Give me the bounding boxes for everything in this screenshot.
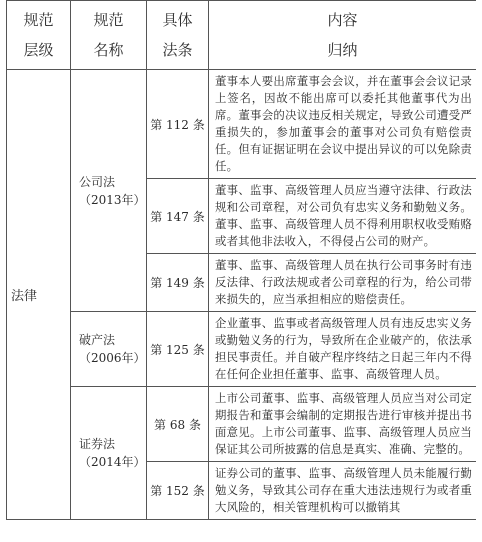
content-cell: 董事本人要出席董事会会议，并在董事会会议记录上签名，因故不能出席可以委托其他董事代为出席。董事会的决议违反相关规定，导致公司遭受严重损失的，参加董事会的董事对公司负有赔偿责任。但有证据证明在会议中提出异议的可以免除责任。 [209, 70, 477, 179]
header-article: 具体 法条 [147, 1, 209, 70]
content-cell: 证券公司的董事、监事、高级管理人员未能履行勤勉义务，导致其公司存在重大违法违规行为或者重大风险的，相关管理机构可以撤销其 [209, 462, 477, 520]
content-cell: 上市公司董事、监事、高级管理人员应当对公司定期报告和董事会编制的定期报告进行审核并提出书面意见。上市公司董事、监事、高级管理人员应当保证其公司所披露的信息是真实、准确、完整的。 [209, 387, 477, 462]
table-row [7, 70, 477, 179]
article-cell: 第 149 条 [147, 254, 209, 312]
level-cell: 法律 [7, 70, 71, 520]
article-cell: 第 68 条 [147, 387, 209, 462]
header-name: 规范 名称 [71, 1, 147, 70]
content-cell: 董事、监事、高级管理人员应当遵守法律、行政法规和公司章程，对公司负有忠实义务和勤勉义务。董事、监事、高级管理人员不得利用职权收受贿赂或者其他非法收入，不得侵占公司的财产。 [209, 179, 477, 254]
law-name-company: 公司法（2013年） [71, 70, 147, 312]
regulation-table-frame [6, 0, 476, 542]
law-name-bankruptcy: 破产法（2006年） [71, 312, 147, 387]
header-content: 内容 归纳 [209, 1, 477, 70]
law-name-securities: 证券法（2014年） [71, 387, 147, 520]
header-level: 规范 层级 [7, 1, 71, 70]
regulation-table [6, 0, 476, 520]
article-cell: 第 112 条 [147, 70, 209, 179]
content-cell: 企业董事、监事或者高级管理人员有违反忠实义务或勤勉义务的行为，导致所在企业破产的，依法承担民事责任。并自破产程序终结之日起三年内不得在任何企业担任董事、监事、高级管理人员。 [209, 312, 477, 387]
article-cell: 第 152 条 [147, 462, 209, 520]
header-row [7, 1, 477, 70]
table-row [7, 387, 477, 462]
article-cell: 第 147 条 [147, 179, 209, 254]
article-cell: 第 125 条 [147, 312, 209, 387]
content-cell: 董事、监事、高级管理人员在执行公司事务时有违反法律、行政法规或者公司章程的行为，给公司带来损失的，应当承担相应的赔偿责任。 [209, 254, 477, 312]
table-row [7, 312, 477, 387]
